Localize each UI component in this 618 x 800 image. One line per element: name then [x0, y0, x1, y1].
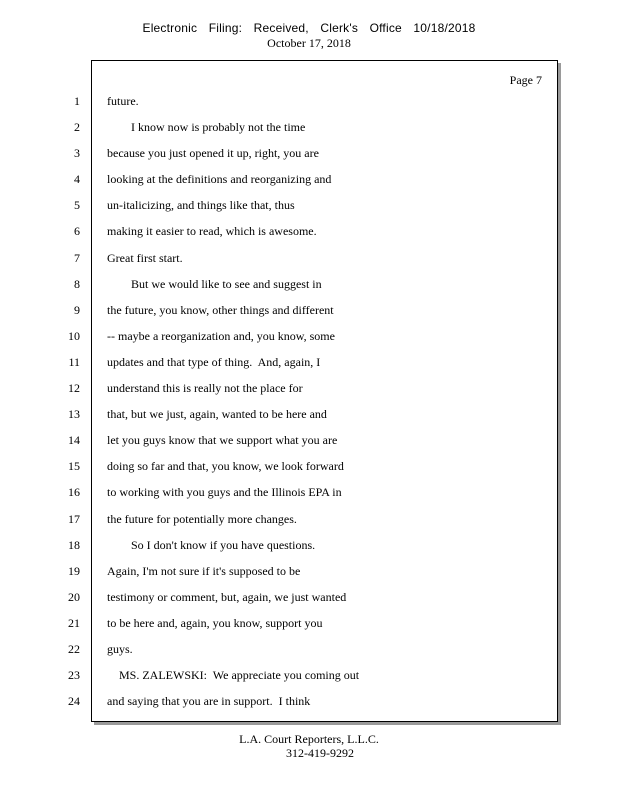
- line-number: 3: [74, 146, 80, 161]
- court-reporter-phone: 312-419-9292: [286, 746, 354, 760]
- transcript-line: Again, I'm not sure if it's supposed to be: [107, 563, 301, 578]
- transcript-line: making it easier to read, which is awesome.: [107, 224, 317, 239]
- hearing-date: October 17, 2018: [267, 36, 351, 50]
- line-number: 13: [68, 407, 80, 422]
- transcript-line: I know now is probably not the time: [107, 120, 306, 135]
- line-number: 10: [68, 328, 80, 343]
- transcript-line: that, but we just, again, wanted to be here and: [107, 407, 327, 422]
- transcript-line: future.: [107, 94, 139, 108]
- transcript-line: the future for potentially more changes.: [107, 511, 297, 526]
- line-number: 5: [74, 198, 80, 213]
- line-number: 19: [68, 563, 80, 578]
- line-number: 12: [68, 381, 80, 396]
- line-number: 1: [74, 94, 80, 108]
- transcript-line: understand this is really not the place for: [107, 381, 303, 396]
- line-number: 24: [68, 694, 80, 709]
- line-number: 4: [74, 172, 80, 187]
- transcript-line: and saying that you are in support. I think: [107, 694, 311, 709]
- filing-stamp: Electronic Filing: Received, Clerk's Office 10/18/2018: [142, 21, 476, 35]
- line-number: 14: [68, 433, 80, 448]
- line-number: 18: [68, 537, 80, 552]
- transcript-line: But we would like to see and suggest in: [107, 276, 322, 291]
- transcript-line: testimony or comment, but, again, we just wanted: [107, 589, 347, 604]
- court-reporter-name: L.A. Court Reporters, L.L.C.: [239, 732, 379, 746]
- line-number: 20: [68, 589, 80, 604]
- line-number: 9: [74, 302, 80, 317]
- line-number: 15: [68, 459, 80, 474]
- transcript-line: to be here and, again, you know, support you: [107, 615, 323, 630]
- line-number: 16: [68, 485, 80, 500]
- line-number: 23: [68, 668, 80, 683]
- line-number: 21: [68, 615, 80, 630]
- transcript-line: MS. ZALEWSKI: We appreciate you coming out: [107, 668, 360, 683]
- transcript-line: looking at the definitions and reorganizing and: [107, 172, 332, 187]
- transcript-line: the future, you know, other things and different: [107, 302, 334, 317]
- line-number: 7: [74, 250, 80, 265]
- transcript-line: guys.: [107, 641, 133, 656]
- transcript-line: doing so far and that, you know, we look forward: [107, 459, 344, 474]
- transcript-body: [107, 88, 537, 714]
- line-number: 11: [68, 354, 80, 369]
- transcript-line: updates and that type of thing. And, again, I: [107, 354, 321, 369]
- transcript-line: let you guys know that we support what you are: [107, 433, 338, 448]
- transcript-line: So I don't know if you have questions.: [107, 537, 316, 552]
- transcript-line: -- maybe a reorganization and, you know, some: [107, 328, 335, 343]
- line-number: 8: [74, 276, 80, 291]
- line-number: 17: [68, 511, 80, 526]
- transcript-line: Great first start.: [107, 250, 183, 265]
- page-number: Page 7: [509, 73, 542, 87]
- transcript-line: to working with you guys and the Illinois EPA in: [107, 485, 342, 500]
- transcript-line: un-italicizing, and things like that, thus: [107, 198, 295, 213]
- line-number: 22: [68, 641, 80, 656]
- line-number-column: [40, 88, 80, 714]
- line-number: 6: [74, 224, 80, 239]
- transcript-line: because you just opened it up, right, you are: [107, 146, 319, 161]
- line-number: 2: [74, 120, 80, 135]
